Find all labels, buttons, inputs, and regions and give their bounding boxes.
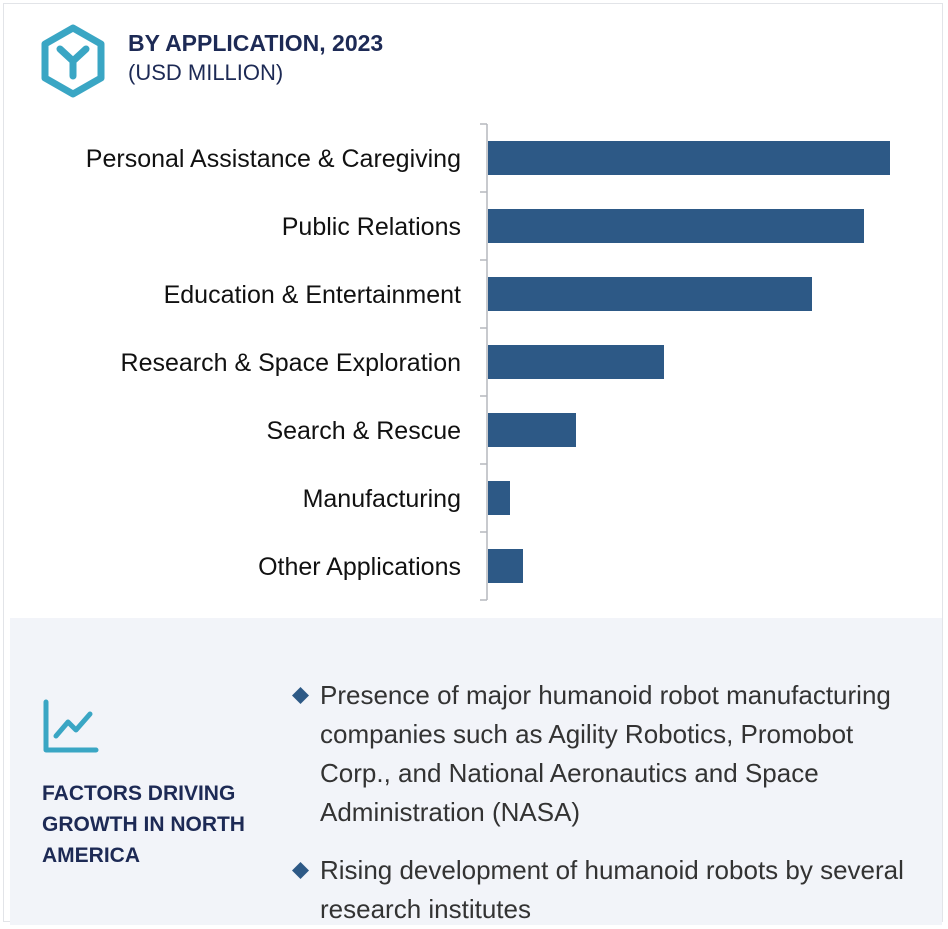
factors-title: FACTORS DRIVING GROWTH IN NORTH AMERICA [42, 782, 245, 867]
chart-subtitle: (USD MILLION) [128, 60, 284, 85]
category-label: Research & Space Exploration [120, 349, 461, 377]
bar [488, 481, 510, 515]
hexagon-y-logo-icon [40, 24, 106, 98]
factor-bullet-text: Rising development of humanoid robots by several research institutes [320, 855, 904, 924]
category-label: Personal Assistance & Caregiving [85, 145, 461, 173]
category-label: Public Relations [281, 213, 461, 241]
diamond-bullet-icon [292, 687, 309, 704]
bar [488, 209, 864, 243]
bar [488, 277, 812, 311]
factor-bullet-text: Presence of major humanoid robot manufacturing companies such as Agility Robotics, Promobot Corp., and National Aeronautics and Space Administration (NASA) [320, 680, 891, 827]
bar [488, 345, 664, 379]
factors-panel [10, 618, 942, 925]
application-bar-chart [0, 120, 948, 605]
trend-line-chart-icon [40, 698, 100, 756]
bar [488, 141, 890, 175]
factor-bullet [292, 676, 922, 832]
category-label: Manufacturing [302, 485, 461, 513]
category-label: Education & Entertainment [163, 281, 461, 309]
diamond-bullet-icon [292, 862, 309, 879]
bar [488, 413, 576, 447]
category-label: Search & Rescue [266, 417, 461, 445]
chart-title: BY APPLICATION, 2023 [128, 30, 384, 56]
bar [488, 549, 523, 583]
factor-bullet [292, 851, 922, 929]
category-label: Other Applications [258, 553, 461, 581]
